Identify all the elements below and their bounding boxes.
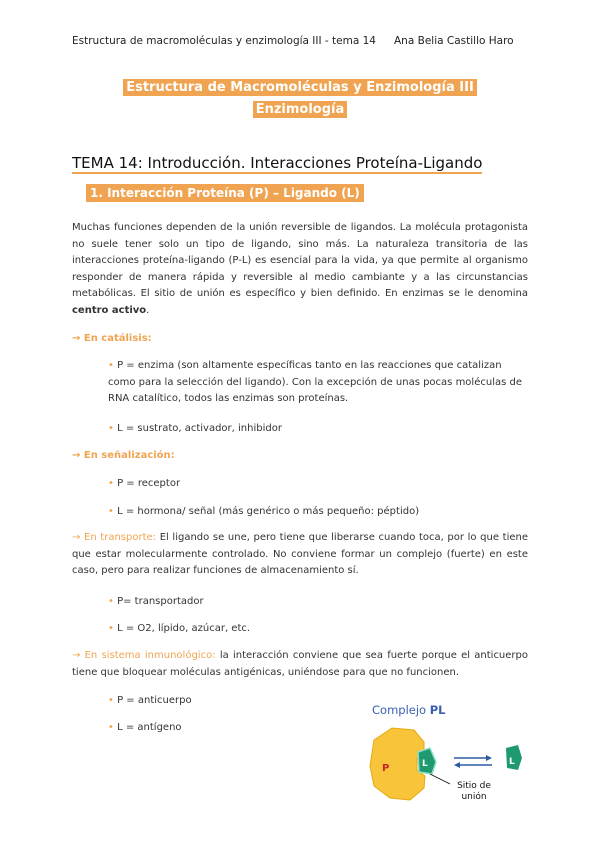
- bullet-dot: •: [108, 423, 114, 434]
- catalisis-label: → En catálisis:: [72, 333, 152, 344]
- bullet-dot: •: [108, 596, 114, 607]
- inmunologico-paragraph: [72, 648, 528, 681]
- site-pointer: [430, 774, 450, 784]
- intro-bold: centro activo: [72, 304, 147, 316]
- inmunologico-label: → En sistema inmunológico:: [72, 650, 216, 661]
- inmunologico-bullet-2: • L = antígeno: [108, 722, 182, 733]
- protein-ligand-diagram: [362, 718, 532, 808]
- bullet-dot: •: [108, 360, 114, 371]
- title-line2-wrap: [0, 98, 600, 117]
- transporte-bullet-1: • P= transportador: [108, 596, 204, 607]
- binding-site-label: Sitio de unión: [457, 781, 491, 802]
- protein-shape: [370, 728, 425, 800]
- senalizacion-bullet-1: • P = receptor: [108, 478, 181, 489]
- transporte-bullet-2: • L = O2, lípido, azúcar, etc.: [108, 623, 251, 634]
- protein-label: P: [382, 763, 390, 774]
- transporte-text: El ligando se une, pero tiene que liberarse cuando toca, por lo que tiene que estar molecularmente controlado. No conviene formar un complejo (fuerte) en este caso, pero para realizar funciones de almacenamiento sí.: [72, 532, 528, 576]
- bullet-dot: •: [108, 722, 114, 733]
- catalisis-bullet-2: • L = sustrato, activador, inhibidor: [108, 423, 282, 434]
- bound-ligand-label: L: [422, 759, 428, 769]
- header-right: Ana Belia Castillo Haro: [394, 35, 514, 47]
- intro-text: Muchas funciones dependen de la unión reversible de ligandos. La molécula protagonista no suele tener solo un tipo de ligando, sino más. La naturaleza transitoria de las interacciones proteína-ligando (P-L) es esencial para la vida, ya que permite al organismo responder de manera rápida y reversible al medio cambiante y a las circunstancias metabólicas. El sitio de unión es específico y bien definido. En enzimas se le denomina: [72, 222, 528, 299]
- intro-end: .: [146, 304, 150, 316]
- bullet-dot: •: [108, 695, 114, 706]
- catalisis-bullet-1: • P = enzima (son altamente específicas tanto en las reacciones que catalizan como para la selección del ligando). Con la excepción de unas pocas moléculas de RNA catalítico, todos las enzimas son proteínas.: [108, 360, 522, 404]
- figure-title: Complejo PL: [372, 703, 446, 717]
- tema-heading: TEMA 14: Introducción. Interacciones Proteína-Ligando: [72, 154, 483, 172]
- title-line1-wrap: [0, 76, 600, 95]
- title-line1: Estructura de Macromoléculas y Enzimología III: [123, 79, 477, 96]
- inmunologico-bullet-1: • P = anticuerpo: [108, 695, 192, 706]
- bullet-dot: •: [108, 506, 114, 517]
- intro-paragraph: [72, 220, 528, 319]
- senalizacion-label: → En señalización:: [72, 450, 175, 461]
- bullet-dot: •: [108, 478, 114, 489]
- bullet-dot: •: [108, 623, 114, 634]
- free-ligand-label: L: [509, 757, 515, 767]
- arrow-forward-head: [486, 755, 492, 761]
- transporte-paragraph: [72, 530, 528, 580]
- header-left: Estructura de macromoléculas y enzimología III - tema 14: [72, 35, 376, 47]
- title-line2: Enzimología: [253, 101, 348, 118]
- senalizacion-bullet-2: • L = hormona/ señal (más genérico o más pequeño: péptido): [108, 506, 420, 517]
- inmunologico-text: la interacción conviene que sea fuerte porque el anticuerpo tiene que bloquear moléculas antigénicas, uniéndose para que no funcionen.: [72, 650, 529, 678]
- section-1-heading: 1. Interacción Proteína (P) – Ligando (L): [86, 184, 364, 202]
- arrow-back-head: [454, 762, 460, 768]
- transporte-label: → En transporte:: [72, 532, 157, 543]
